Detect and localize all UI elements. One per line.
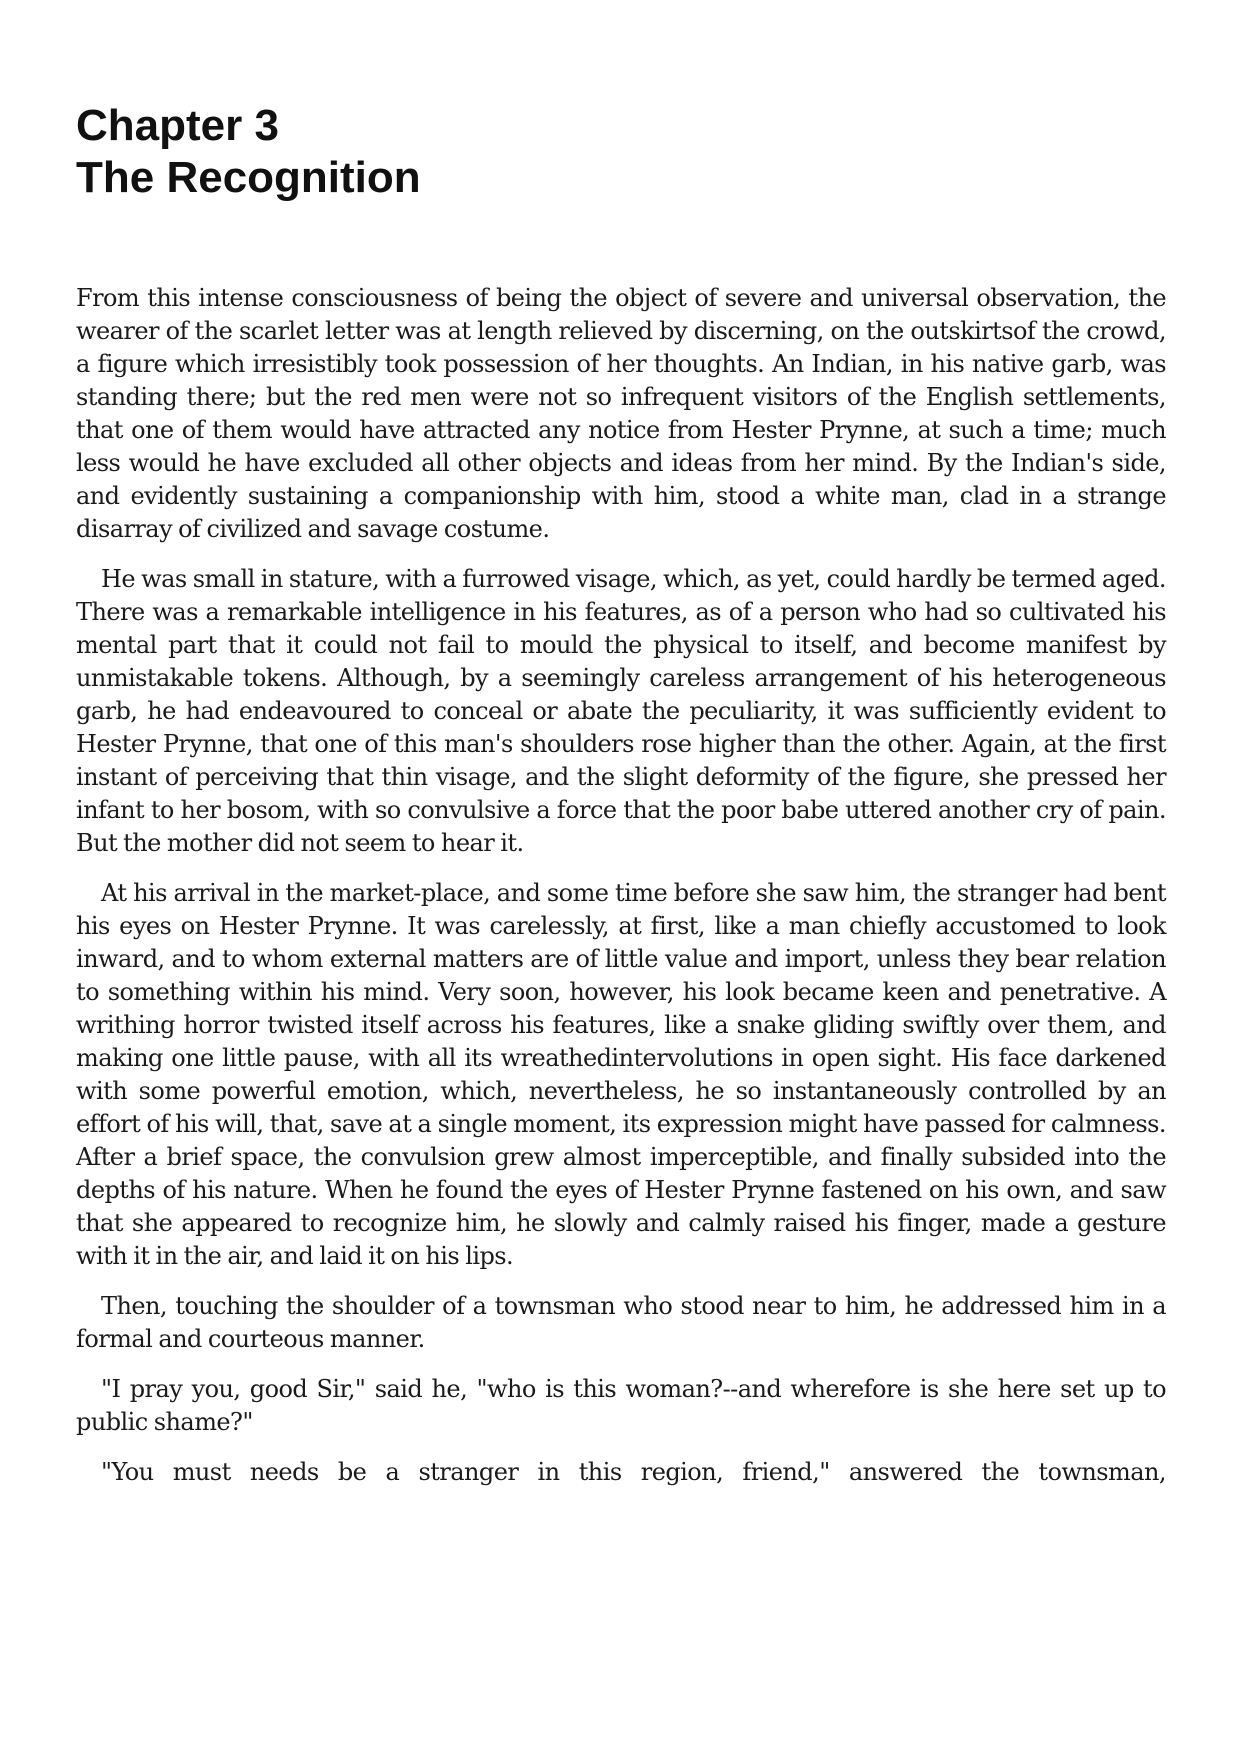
chapter-body — [76, 282, 1166, 1489]
paragraph-3: At his arrival in the market-place, and some time before she saw him, the stranger had bent his eyes on Hester Prynne. It was carelessly, at first, like a man chiefly accustomed to look inward, and to whom external matters are of little value and import, unless they bear relation to something within his mind. Very soon, however, his look became keen and penetrative. A writhing horror twisted itself across his features, like a snake gliding swiftly over them, and making one little pause, with all its wreathedintervolutions in open sight. His face darkened with some powerful emotion, which, nevertheless, he so instantaneously controlled by an effort of his will, that, save at a single moment, its expression might have passed for calmness. After a brief space, the convulsion grew almost imperceptible, and finally subsided into the depths of his nature. When he found the eyes of Hester Prynne fastened on his own, and saw that she appeared to recognize him, he slowly and calmly raised his finger, made a gesture with it in the air, and laid it on his lips. — [76, 879, 1166, 1270]
document-page — [76, 100, 1166, 1489]
paragraph-4: Then, touching the shoulder of a townsman who stood near to him, he addressed him in a formal and courteous manner. — [76, 1292, 1166, 1353]
paragraph-1: From this intense consciousness of being the object of severe and universal observation, the wearer of the scarlet letter was at length relieved by discerning, on the outskirtsof the crowd, a figure which irresistibly took possession of her thoughts. An Indian, in his native garb, was standing there; but the red men were not so infrequent visitors of the English settlements, that one of them would have attracted any notice from Hester Prynne, at such a time; much less would he have excluded all other objects and ideas from her mind. By the Indian's side, and evidently sustaining a companionship with him, stood a white man, clad in a strange disarray of civilized and savage costume. — [76, 284, 1166, 543]
paragraph-5: "I pray you, good Sir," said he, "who is this woman?--and wherefore is she here set up to public shame?" — [76, 1375, 1166, 1436]
chapter-heading — [76, 100, 1166, 204]
chapter-title: The Recognition — [76, 153, 421, 202]
paragraph-6: "You must needs be a stranger in this region, friend," answered the townsman, — [101, 1458, 1166, 1486]
paragraph-2: He was small in stature, with a furrowed visage, which, as yet, could hardly be termed aged. There was a remarkable intelligence in his features, as of a person who had so cultivated his mental part that it could not fail to mould the physical to itself, and become manifest by unmistakable tokens. Although, by a seemingly careless arrangement of his heterogeneous garb, he had endeavoured to conceal or abate the peculiarity, it was sufficiently evident to Hester Prynne, that one of this man's shoulders rose higher than the other. Again, at the first instant of perceiving that thin visage, and the slight deformity of the figure, she pressed her infant to her bosom, with so convulsive a force that the poor babe uttered another cry of pain. But the mother did not seem to hear it. — [76, 565, 1166, 857]
chapter-number: Chapter 3 — [76, 101, 279, 150]
